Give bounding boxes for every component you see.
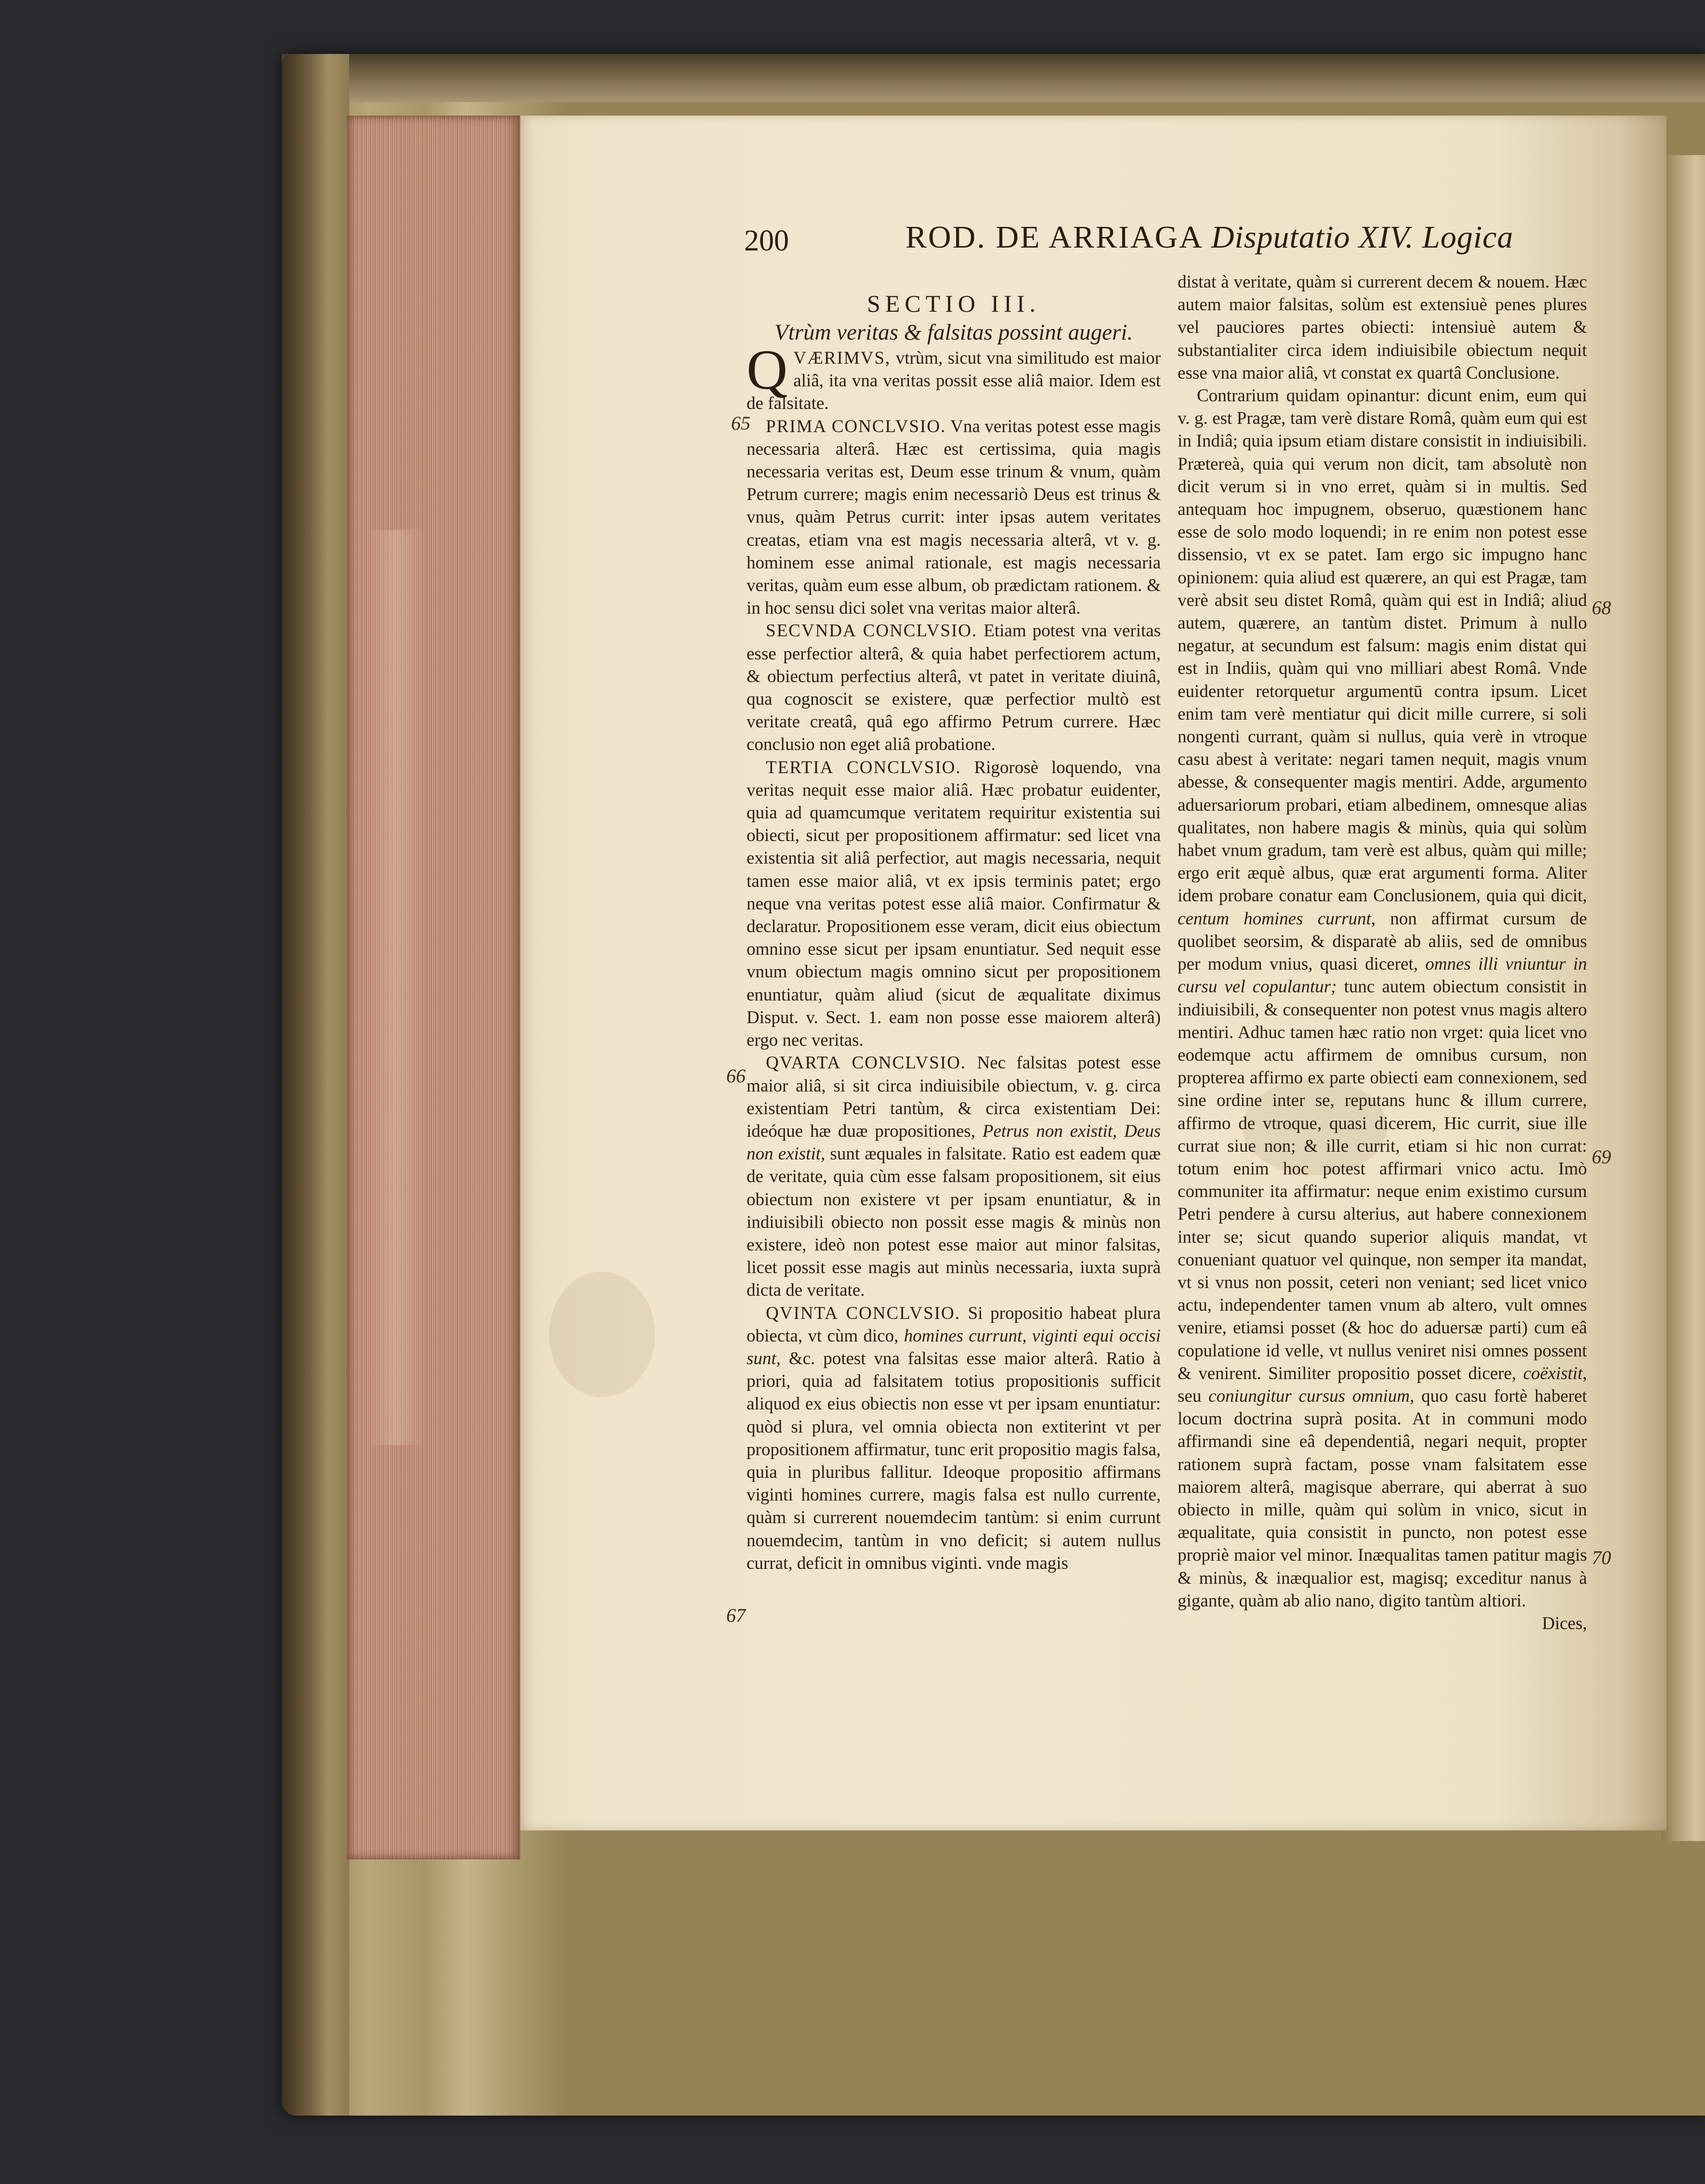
paragraph-lead: SECVNDA CONCLVSIO. — [766, 621, 978, 641]
paragraph-italic: centum homines currunt, — [1178, 908, 1376, 929]
paragraph-text: tunc autem obiectum consistit in indiuisibili, & consequenter non potest vnus magis altero mentiri. Adhuc tamen hæc ratio non vrget: quia licet vno eodemque actu affirmem de omnibus cursum, non propterea affirmo ex parte obiecti eam connexionem, sed sine ordine inter se, reputans hunc & illum currere, affirmo de vtroque, quasi dicerem, Hic currit, siue ille currat siue non; & ille currit, etiam si hic non currat: totum enim hoc potest affirmari vnico actu. Imò communiter ita affirmatur: neque enim existimo cursum Petri pendere à cursu alterius, aut habere connexionem inter se; sicut quando superior aliquis mandat, vt conueniant quatuor vel quinque, non semper ita mandat, vt si vnus non possit, ceteri non veniant; sed licet vnico actu, independenter tamen vnum ab altero, vult omnes venire, etiamsi posset (& hoc do aduersæ parti) cum eâ copulatione id velle, vt nullus veniret nisi omnes possent & venirent. Similiter propositio posset dicere, — [1178, 977, 1587, 1383]
running-head — [905, 219, 1513, 256]
paragraph-text: Contrarium quidam opinantur: dicunt enim, eum qui v. g. est Pragæ, tam verè distare Româ, quàm eum qui est in Indiâ; quia ipsum etiam distare consistit in indiuisibili. Prætereà, quia qui verum non dicit, tam absolutè non dicit verum si in vno erret, quàm si in multis. Sed antequam hoc impugnem, obseruo, quæstionem hanc esse de solo modo loquendi; in re enim non potest esse dissensio, vt ex se patet. Iam ergo sic impugno hanc opinionem: quia aliud est quærere, an qui est Pragæ, tam verè absit seu distet Româ, quàm qui est in Indiâ; aliud autem, quærere, an tantùm distet. Primum à nullo negatur, at secundum est falsum: magis enim distat qui est in Indiis, quàm qui vno milliari abest Româ. Vnde euidenter retorquetur argumentū contra ipsum. Licet enim tam verè mentiatur qui dicit mille currere, si soli nongenti currant, quàm si nullus, quia verè in vtroque casu abest à veritate: negari tamen nequit, magis vnum abesse, & consequenter magis mentiri. Adde, argumento aduersariorum probari, etiam albedinem, omnesque alias qualitates, non habere magis & minùs, quia qui solùm habet vnum gradum, tam verè est albus, quàm qui mille; ergo erit æquè albus, quæ erat argumenti forma. Aliter idem probare conatur eam Conclusionem, quia qui dicit, — [1178, 386, 1587, 906]
paragraph-text: Nec falsitas potest esse maior aliâ, si sit circa indiuisibile obiectum, v. g. circa existentiam Petri tantùm, & circa existentiam Dei: ideóque hæ duæ propositiones, — [747, 1053, 1161, 1141]
paragraph-text: &c. potest vna falsitas esse maior alterâ. Ratio à priori, quia ad falsitatem totius propositionis sufficit aliquod ex eius obiectis non esse vt per ipsam enuntiatur: quòd si plura, vel omnia obiecta non extiterint vt per propositionem affirmatur, tunc erit propositio magis falsa, quia in pluribus fallitur. Ideoque propositio affirmans viginti homines currere, magis falsa est nullo currente, quàm si currerent nouemdecim tantùm: si enim currunt nouemdecim, tantùm in vno deficit; si autem nullus currat, deficit in omnibus viginti. vnde magis — [747, 1348, 1161, 1573]
paragraph-text: Etiam potest vna veritas esse perfectior alterâ, & quia habet perfectiorem actum, & obiectum perfectius alterâ, vt patet in veritate diuinâ, qua cognoscit se existere, quæ perfectior multò est veritate creatâ, quâ ego affirmo Petrum currere. Hæc conclusio non eget aliâ probatione. — [747, 621, 1161, 755]
paragraph-lead: QVINTA CONCLVSIO. — [766, 1303, 961, 1323]
margin-number: 67 — [726, 1605, 746, 1626]
paragraph-italic: homines currunt, viginti equi occisi sunt, — [747, 1326, 1161, 1368]
section-subtitle: Vtrùm veritas & falsitas possint augeri. — [774, 320, 1133, 345]
paragraph-italic: coëxistit — [1523, 1363, 1583, 1383]
section-title: SECTIO III. — [867, 290, 1040, 317]
paragraph-quarta-conclusio — [747, 1052, 1161, 1302]
paragraph-lead: VÆRIMVS, — [793, 348, 891, 368]
paragraph-italic: Petrus non existit, Deus non existit, — [747, 1121, 1161, 1164]
paragraph-text: Si propositio habeat plura obiecta, vt cùm dico, — [747, 1303, 1161, 1346]
paragraph-text: , seu — [1178, 1363, 1587, 1406]
margin-number: 69 — [1592, 1146, 1611, 1168]
next-page-edge — [1662, 155, 1705, 1841]
drop-cap: Q — [747, 338, 788, 401]
page-number: 200 — [744, 224, 789, 257]
paragraph-continuation: distat à veritate, quàm si currerent decem & nouem. Hæc autem maior falsitas, solùm est extensiuè penes plures vel pauciores partes obiecti: intensiuè autem & substantialiter circa idem indiuisibile obiectum nequit esse vna maior aliâ, vt constat ex quartâ Conclusione. — [1178, 272, 1587, 383]
running-head-author: ROD. DE ARRIAGA — [905, 220, 1202, 255]
paragraph-text: Vna veritas potest esse magis necessaria alterâ. Hæc est certissima, quia magis necessaria veritas est, Deum esse trinum & vnum, quàm Petrum currere; magis enim necessariò Deus est trinus & vnus, quàm Petrus currit: inter ipsas autem veritates creatas, etiam vna est magis necessaria alterâ, vt v. g. hominem esse animal rationale, est magis necessaria veritas, quàm eum esse album, ob prædictam rationem. & in hoc sensu dici solet vna veritas maior alterâ. — [747, 416, 1161, 618]
paragraph-text: quo casu fortè haberet locum doctrina suprà posita. At in communi modo affirmandi sine eâ dependentiâ, negari nequit, propter rationem suprà factam, posse vnam falsitatem esse maiorem alterâ, magisque aberrare, qui aberrat à suo obiecto in mille, quàm qui solùm in vnico, sicut in æqualitate, quia consistit in puncto, non potest esse propriè maior vel minor. Inæqualitas tamen patitur magis & minùs, & inæqualior est, magisq; exceditur nanus à gigante, quàm ab alio nano, digito tantùm altiori. — [1178, 1386, 1587, 1611]
paragraph-text: Rigorosè loquendo, vna veritas nequit esse maior aliâ. Hæc probatur euidenter, quia ad quamcumque veritatem requiritur existentia sui obiecti, sicut per propositionem affirmatur: sed licet vna existentia sit aliâ perfectior, aut magis necessaria, nequit tamen esse maior aliâ, vt ex ipsis terminis patet; ergo neque vna veritas potest esse aliâ maior. Confirmatur & declaratur. Propositionem esse veram, dicit eius obiectum omnino esse sicut per ipsam enuntiatur. Sed nequit esse vnum obiectum magis omnino sicut per propositionem enuntiatur, quàm aliud (sicut de æqualitate diximus Disput. v. Sect. 1. eam non posse esse maiorem alterâ) ergo nec veritas. — [747, 757, 1161, 1051]
paragraph-quinta-conclusio — [747, 1302, 1161, 1575]
paragraph-contrarium — [1178, 384, 1587, 1612]
paragraph-lead: TERTIA CONCLVSIO. — [766, 757, 961, 777]
margin-number: 68 — [1592, 597, 1611, 618]
paragraph-text: non affirmat cursum de quolibet seorsim, & disparatè ab aliis, sed de omnibus per modum vnius, quasi diceret, — [1178, 908, 1587, 974]
paragraph-secunda-conclusio — [747, 619, 1161, 756]
paragraph-text: sunt æquales in falsitate. Ratio est eadem quæ de veritate, quia cùm esse falsam propositionem, sit eius obiectum non existere vt per ipsam enuntiatur, & in indiuisibili obiecto non possit esse magis & minùs non existere, ideò non potest esse maior aut minor falsitas, licet possit esse magis aut minùs necessaria, iuxta suprà dicta de veritate. — [747, 1144, 1161, 1301]
paragraph-tertia-conclusio — [747, 756, 1161, 1052]
margin-number: 70 — [1592, 1547, 1611, 1568]
left-text-column — [747, 289, 1161, 1575]
running-head-disputation: Disputatio XIV. Logica — [1211, 220, 1514, 255]
paragraph-italic: coniungitur cursus omnium, — [1208, 1386, 1415, 1406]
paragraph-lead: PRIMA CONCLVSIO. — [766, 416, 946, 436]
paragraph-prima-conclusio — [747, 415, 1161, 620]
book-top-board — [282, 54, 1705, 102]
paragraph-lead: QVARTA CONCLVSIO. — [766, 1053, 967, 1073]
paragraph-italic: omnes illi vniuntur in cursu vel copulantur; — [1178, 954, 1587, 997]
paragraph-text: vtrùm, sicut vna similitudo est maior aliâ, ita vna veritas possit esse aliâ maior. Idem est de falsitate. — [747, 348, 1161, 414]
paper-stain — [549, 1272, 655, 1397]
margin-number: 65 — [731, 412, 750, 434]
book-spine-edge — [282, 54, 349, 2116]
catchword: Dices, — [1542, 1613, 1587, 1633]
right-text-column — [1178, 271, 1587, 1635]
margin-number: 66 — [726, 1065, 746, 1087]
page-stack-highlight — [366, 530, 424, 1445]
paragraph-quaerimus — [747, 338, 1161, 415]
